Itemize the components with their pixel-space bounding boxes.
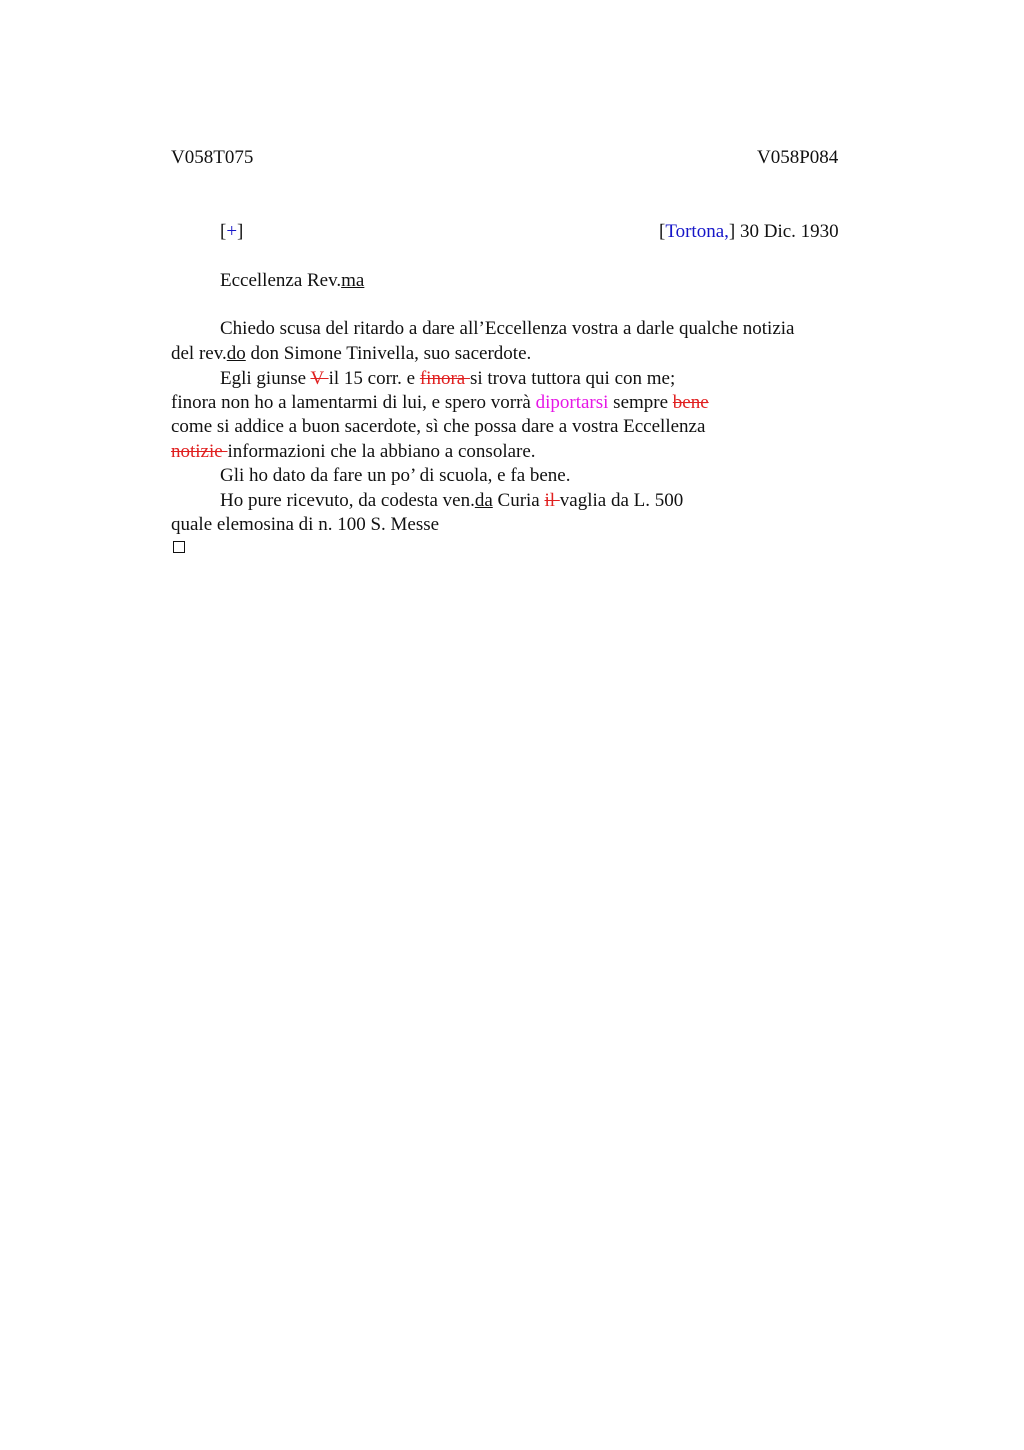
salutation	[220, 269, 364, 293]
body-line-9: quale elemosina di n. 100 S. Messe	[171, 514, 440, 535]
abbrev-underlined: do	[226, 343, 246, 364]
body-line-2	[171, 342, 531, 366]
body-line-5: come si addice a buon sacerdote, sì che possa dare a vostra Eccellenza	[171, 416, 706, 437]
place-name: Tortona,	[665, 221, 729, 242]
deleted-text: il	[544, 490, 560, 511]
text-run: don Simone Tinivella, suo sacerdote.	[245, 343, 532, 364]
text-run: del rev.	[171, 343, 227, 364]
place-date	[659, 220, 839, 244]
cross-symbol	[220, 220, 243, 244]
deleted-text: finora	[419, 368, 470, 389]
text-run: si trova tuttora qui con me;	[469, 368, 676, 389]
deleted-text: notizie	[171, 441, 228, 462]
body-line-4	[171, 391, 709, 415]
bracket-open: [	[659, 221, 666, 242]
body-line-7: Gli ho dato da fare un po’ di scuola, e fa bene.	[220, 465, 571, 486]
text-run: sempre	[608, 392, 673, 413]
deleted-text: V	[310, 368, 329, 389]
text-run: finora non ho a lamentarmi di lui, e spero vorrà	[171, 392, 536, 413]
text-run: Curia	[492, 490, 545, 511]
body-line-6	[171, 440, 536, 464]
text-run: informazioni che la abbiano a consolare.	[227, 441, 536, 462]
document-code-left: V058T075	[171, 147, 254, 168]
deleted-text: bene	[672, 392, 709, 413]
salutation-text: Eccellenza Rev.	[220, 270, 342, 291]
document-code-right: V058P084	[757, 147, 839, 168]
text-run: Ho pure ricevuto, da codesta ven.	[220, 490, 475, 511]
abbrev-underlined: da	[474, 490, 493, 511]
body-line-8	[220, 489, 683, 513]
bracket-close: ]	[728, 221, 736, 242]
text-run: Egli giunse	[220, 368, 311, 389]
text-run: il 15 corr. e	[328, 368, 420, 389]
text-run: vaglia da L. 500	[559, 490, 684, 511]
highlighted-word: diportarsi	[535, 392, 609, 413]
body-line-3	[220, 367, 675, 391]
salutation-abbrev: ma	[341, 270, 365, 291]
end-of-text-box	[173, 541, 185, 553]
bracket-open: [	[220, 221, 227, 242]
letter-date: 30 Dic. 1930	[735, 221, 839, 242]
bracket-close: ]	[237, 221, 244, 242]
body-line-1: Chiedo scusa del ritardo a dare all’Eccellenza vostra a darle qualche notizia	[220, 318, 795, 339]
cross-sign: +	[226, 221, 238, 242]
